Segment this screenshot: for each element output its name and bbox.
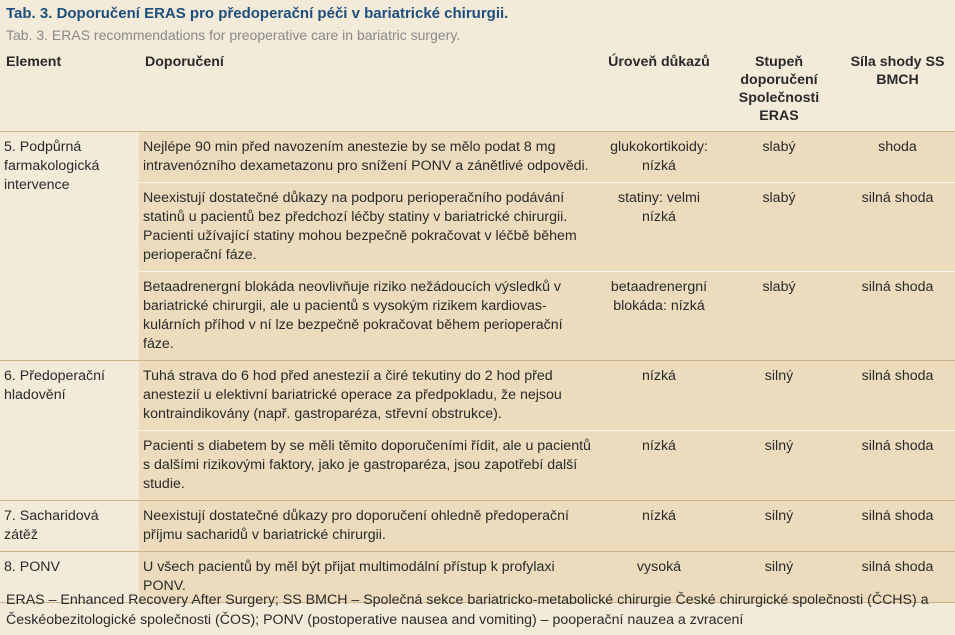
recommendation-cell: U všech pacientů by měl být přijat multimodální přístup k profylaxi PONV. <box>139 552 600 603</box>
table-title: Tab. 3. Doporučení ERAS pro předoperační péči v bariatrické chirurgii. <box>6 5 509 22</box>
element-cell: 8. PONV <box>0 552 139 603</box>
evidence-cell: statiny: velmi nízká <box>600 183 718 272</box>
agreement-cell: shoda <box>840 132 955 183</box>
agreement-cell: silná shoda <box>840 272 955 361</box>
grade-cell: silný <box>718 431 840 501</box>
grade-cell: silný <box>718 501 840 552</box>
header-grade: Stupeň doporučení Společnosti ERAS <box>718 48 840 132</box>
table-row <box>0 272 955 361</box>
recommendation-cell: Nejlépe 90 min před navozením anestezie by se mělo podat 8 mg intravenózního dexametazonu pro snížení PONV a zánětlivé odpovědi. <box>139 132 600 183</box>
header-evidence-level: Úroveň důkazů <box>600 48 718 132</box>
table-row <box>0 132 955 183</box>
agreement-cell: silná shoda <box>840 431 955 501</box>
header-recommendation: Doporučení <box>139 48 600 132</box>
table-subtitle: Tab. 3. ERAS recommendations for preoperative care in bariatric surgery. <box>6 27 461 43</box>
recommendations-table <box>0 48 955 603</box>
agreement-cell: silná shoda <box>840 552 955 603</box>
evidence-cell: nízká <box>600 501 718 552</box>
table-row <box>0 501 955 552</box>
agreement-cell: silná shoda <box>840 501 955 552</box>
table-row <box>0 361 955 431</box>
evidence-cell: nízká <box>600 431 718 501</box>
element-cell: 7. Sacharidová zátěž <box>0 501 139 552</box>
grade-cell: slabý <box>718 132 840 183</box>
element-cell: 6. Předoperační hladovění <box>0 361 139 501</box>
agreement-cell: silná shoda <box>840 183 955 272</box>
element-cell: 5. Podpůrná farmakologická intervence <box>0 132 139 361</box>
table-row <box>0 431 955 501</box>
grade-cell: slabý <box>718 272 840 361</box>
evidence-cell: glukokortikoidy: nízká <box>600 132 718 183</box>
agreement-cell: silná shoda <box>840 361 955 431</box>
recommendation-cell: Neexistují dostatečné důkazy pro doporučení ohledně předoperační příjmu sacharidů v bariatrické chirurgii. <box>139 501 600 552</box>
recommendation-cell: Tuhá strava do 6 hod před anestezií a čiré tekutiny do 2 hod před anestezií u elektivní bariatrické operace za předpokladu, že nejsou kontraindikovány (např. gastroparéza, střevní obstrukce). <box>139 361 600 431</box>
recommendation-cell: Pacienti s diabetem by se měli těmito doporučeními řídit, ale u pacientů s dalšími rizikovými faktory, jako je gastroparéza, jsou zapotřebí další studie. <box>139 431 600 501</box>
recommendation-cell: Neexistují dostatečné důkazy na podporu perioperačního podávání statinů u pacientů bez předchozí léčby statiny v bariatrické chirurgii. Pacienti užívající statiny mohou bezpečně pokračovat v léčbě během perioperační fáze. <box>139 183 600 272</box>
header-agreement: Síla shody SS BMCH <box>840 48 955 132</box>
grade-cell: silný <box>718 552 840 603</box>
grade-cell: slabý <box>718 183 840 272</box>
header-element: Element <box>0 48 139 132</box>
recommendation-cell: Betaadrenergní blokáda neovlivňuje riziko nežádoucích výsledků v bariatrické chirurgii, ale u pacientů s vysokým rizikem kardiovaskulárních příhod v ní lze bezpečně pokračovat během perioperační fáze. <box>139 272 600 361</box>
header-row <box>0 48 955 132</box>
table-row <box>0 183 955 272</box>
evidence-cell: betaadrenergní blokáda: nízká <box>600 272 718 361</box>
table-footnote: ERAS – Enhanced Recovery After Surgery; SS BMCH – Společná sekce bariatricko-metabolické chirurgie České chirurgické společnosti (ČCHS) a Českéobezitologické společnosti (ČOS); PONV (postoperative nausea and vomiting) – pooperační nauzea a zvracení <box>6 592 929 628</box>
grade-cell: silný <box>718 361 840 431</box>
evidence-cell: vysoká <box>600 552 718 603</box>
evidence-cell: nízká <box>600 361 718 431</box>
